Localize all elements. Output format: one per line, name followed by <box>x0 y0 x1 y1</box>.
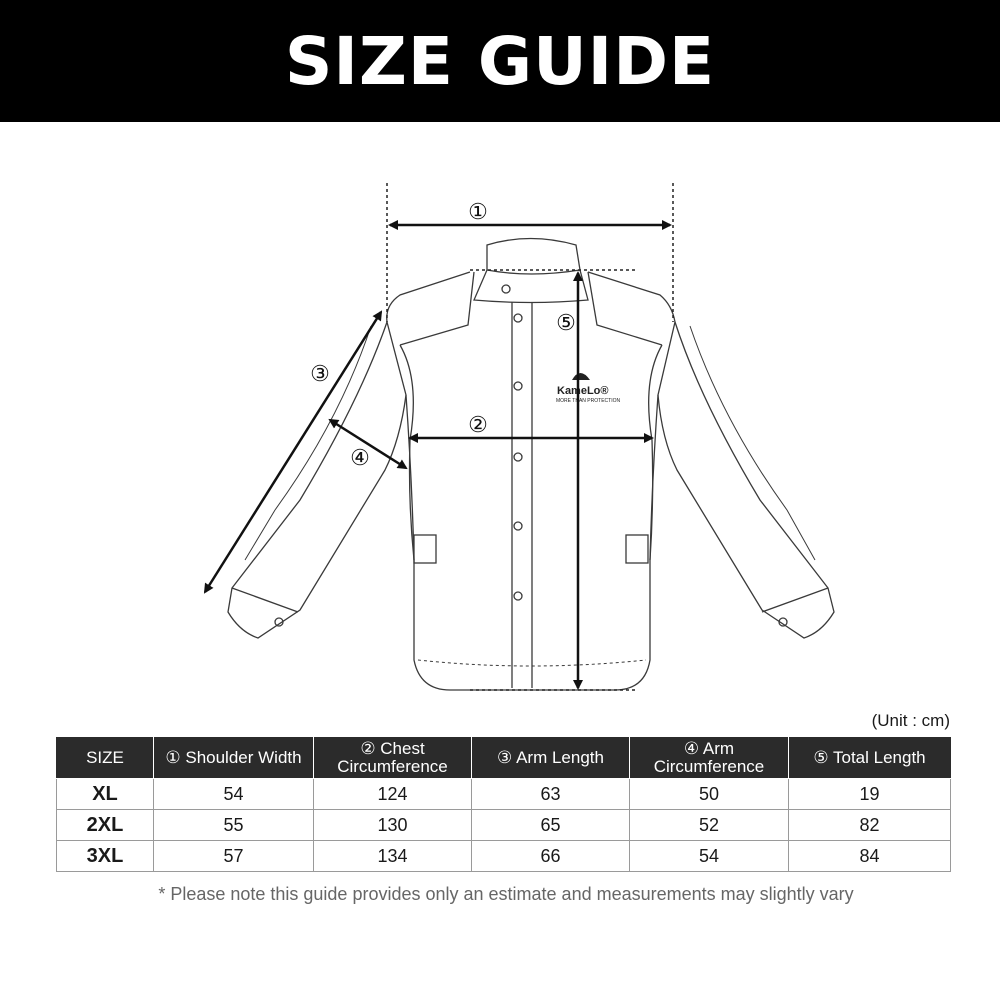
arm-circumference-cell: 52 <box>630 810 789 841</box>
marker-4: ④ <box>350 445 370 470</box>
unit-label: (Unit : cm) <box>871 711 950 730</box>
shoulder-width-cell: 54 <box>154 779 314 810</box>
chest-cell: 124 <box>314 779 472 810</box>
header-arm-circumference: ④ Arm Circumference <box>630 738 789 779</box>
table-header-row <box>57 738 951 779</box>
table-row <box>57 841 951 872</box>
marker-2: ② <box>468 412 488 437</box>
chest-cell: 130 <box>314 810 472 841</box>
logo-tagline-text: MORE THAN PROTECTION <box>556 398 621 404</box>
size-table <box>56 737 951 872</box>
shoulder-width-cell: 57 <box>154 841 314 872</box>
chest-cell: 134 <box>314 841 472 872</box>
brand-logo <box>556 373 620 404</box>
size-cell: 3XL <box>57 841 154 872</box>
shoulder-width-cell: 55 <box>154 810 314 841</box>
size-cell: 2XL <box>57 810 154 841</box>
header-total-length: ⑤ Total Length <box>789 738 951 779</box>
header-shoulder-width: ① Shoulder Width <box>154 738 314 779</box>
page-title: SIZE GUIDE <box>284 22 716 100</box>
right-sleeve <box>658 322 834 638</box>
header-banner <box>0 0 1000 122</box>
total-length-cell: 19 <box>789 779 951 810</box>
logo-brand-text: KameLo® <box>557 385 609 397</box>
total-length-cell: 82 <box>789 810 951 841</box>
arm-length-cell: 65 <box>472 810 630 841</box>
arm-length-cell: 66 <box>472 841 630 872</box>
jacket-diagram <box>0 122 1000 710</box>
arm-length-cell: 63 <box>472 779 630 810</box>
jacket-body <box>387 272 675 690</box>
arm-circumference-cell: 50 <box>630 779 789 810</box>
arm-circumference-cell: 54 <box>630 841 789 872</box>
table-row <box>57 779 951 810</box>
marker-1: ① <box>468 199 488 224</box>
marker-3: ③ <box>310 361 330 386</box>
table-row <box>57 810 951 841</box>
marker-5: ⑤ <box>556 310 576 335</box>
header-chest-circumference: ② Chest Circumference <box>314 738 472 779</box>
header-size: SIZE <box>57 738 154 779</box>
size-cell: XL <box>57 779 154 810</box>
disclaimer-note: * Please note this guide provides only an estimate and measurements may slightly vary <box>158 884 854 904</box>
total-length-cell: 84 <box>789 841 951 872</box>
header-arm-length: ③ Arm Length <box>472 738 630 779</box>
